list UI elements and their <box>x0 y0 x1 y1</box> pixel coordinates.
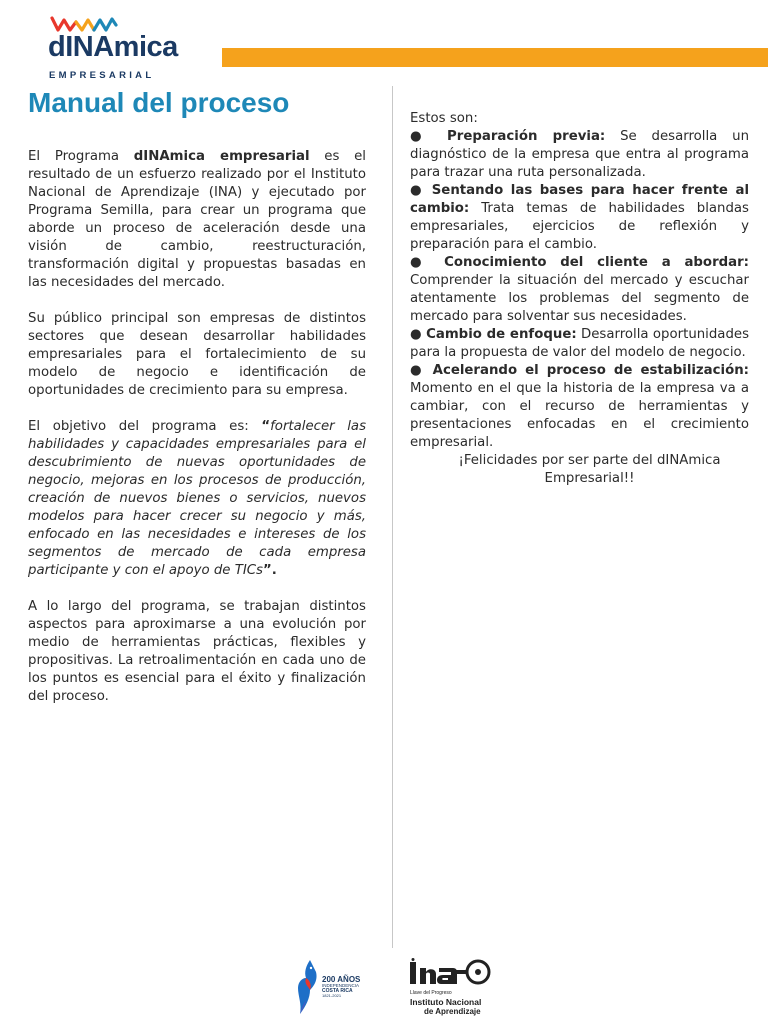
text-run: dINAmica empresarial <box>133 149 310 164</box>
item-label: Cambio de enfoque: <box>426 327 577 342</box>
text-run: “ <box>261 419 271 434</box>
list-intro: Estos son: <box>410 111 478 126</box>
page-title: Manual del proceso <box>28 87 290 118</box>
paragraph-audience: Su público principal son empresas de distintos sectores que desean desarrollar habilidades empresariales para el fortalecimiento de su modelo de negocio e identificación de oportunidades de crecimiento para su empresa. <box>28 311 366 398</box>
text-run: ”. <box>262 563 277 578</box>
text-run: es el resultado de un esfuerzo realizado por el Instituto Nacional de Aprendizaje (INA) y ejecutado por Programa Semilla, para crear un programa que aborde un proceso de aceleración desde una visión de cambio, reestructuración, transformación digital y propuestas basadas en las necesidades del mercado. <box>28 149 366 290</box>
item-label: Preparación previa: <box>447 129 606 144</box>
ina-name-line2: de Aprendizaje <box>424 1007 481 1016</box>
ina-logo <box>408 958 504 1020</box>
logo-subtitle: EMPRESARIAL <box>49 70 155 81</box>
bullet-icon: ● <box>410 183 425 198</box>
text-run: El Programa <box>28 149 134 164</box>
header-accent-bar <box>222 48 768 67</box>
ina-key-icon <box>408 958 498 990</box>
paragraph-process: A lo largo del programa, se trabajan distintos aspectos para aproximarse a una evolución por medio de herramientas prácticas, flexibles y propositivas. La retroalimentación en cada uno de los puntos es esencial para el éxito y finalización del proceso. <box>28 599 366 704</box>
bicentenary-years: 200 AÑOS <box>322 975 361 984</box>
bullet-icon: ● <box>410 255 431 270</box>
logo-wave-icon <box>50 16 120 32</box>
hummingbird-icon <box>292 956 322 1018</box>
bicentenary-logo <box>292 956 382 1018</box>
list-item <box>410 254 749 326</box>
item-text: Comprender la situación del mercado y escuchar atentamente los problemas del segmento de mercado para solventar sus necesidades. <box>410 273 749 324</box>
list-item <box>410 182 749 254</box>
list-item <box>410 128 749 182</box>
bullet-icon: ● <box>410 363 426 378</box>
bicentenary-dates: 1821-2021 <box>322 992 342 998</box>
right-column <box>410 110 749 488</box>
logo-wordmark: dINAmica <box>48 31 178 63</box>
left-column <box>28 148 366 724</box>
bicentenary-line2: COSTA RICA <box>322 987 353 994</box>
list-item <box>410 326 749 362</box>
text-run: El objetivo del programa es: <box>28 419 262 434</box>
list-item <box>410 362 749 452</box>
closing-message: ¡Felicidades por ser parte del dINAmica Empresarial!! <box>458 453 721 486</box>
bullet-icon: ● <box>410 327 422 342</box>
item-label: Sentando las bases para hacer frente al cambio: <box>410 183 750 216</box>
item-label: Acelerando el proceso de estabilización: <box>432 363 750 378</box>
paragraph-intro <box>28 148 366 292</box>
stages-list <box>410 128 749 452</box>
ina-motto: Llave del Progreso <box>410 990 452 996</box>
column-divider <box>392 86 393 948</box>
item-text: Trata temas de habilidades blandas empresariales, ejercicios de reflexión y preparación para el cambio. <box>410 201 749 252</box>
item-label: Conocimiento del cliente a abordar: <box>444 255 749 270</box>
dinamica-logo <box>48 16 188 81</box>
bicentenary-line1: INDEPENDENCIA <box>322 983 360 988</box>
bullet-icon: ● <box>410 129 433 144</box>
text-run: fortalecer las habilidades y capacidades empresariales para el descubrimiento de nuevas oportunidades de negocio, mejoras en los procesos de producción, creación de nuevos bienes o servicios, nuevos modelos para hacer crecer su negocio y más, enfocado en las necesidades e intereses de los segmentos de mercado de cada empresa participante y con el apoyo de TICs <box>28 419 366 578</box>
item-text: Se desarrolla un diagnóstico de la empresa que entra al programa para trazar una ruta personalizada. <box>410 129 749 180</box>
bicentenary-text <box>322 976 360 998</box>
item-text: Momento en el que la historia de la empresa va a cambiar, con el recurso de herramientas y presentaciones enfocadas en el crecimiento empresarial. <box>410 381 749 450</box>
paragraph-objective <box>28 418 366 580</box>
item-text: Desarrolla oportunidades para la propuesta de valor del modelo de negocio. <box>410 327 750 360</box>
ina-name-line1: Instituto Nacional <box>410 997 482 1007</box>
